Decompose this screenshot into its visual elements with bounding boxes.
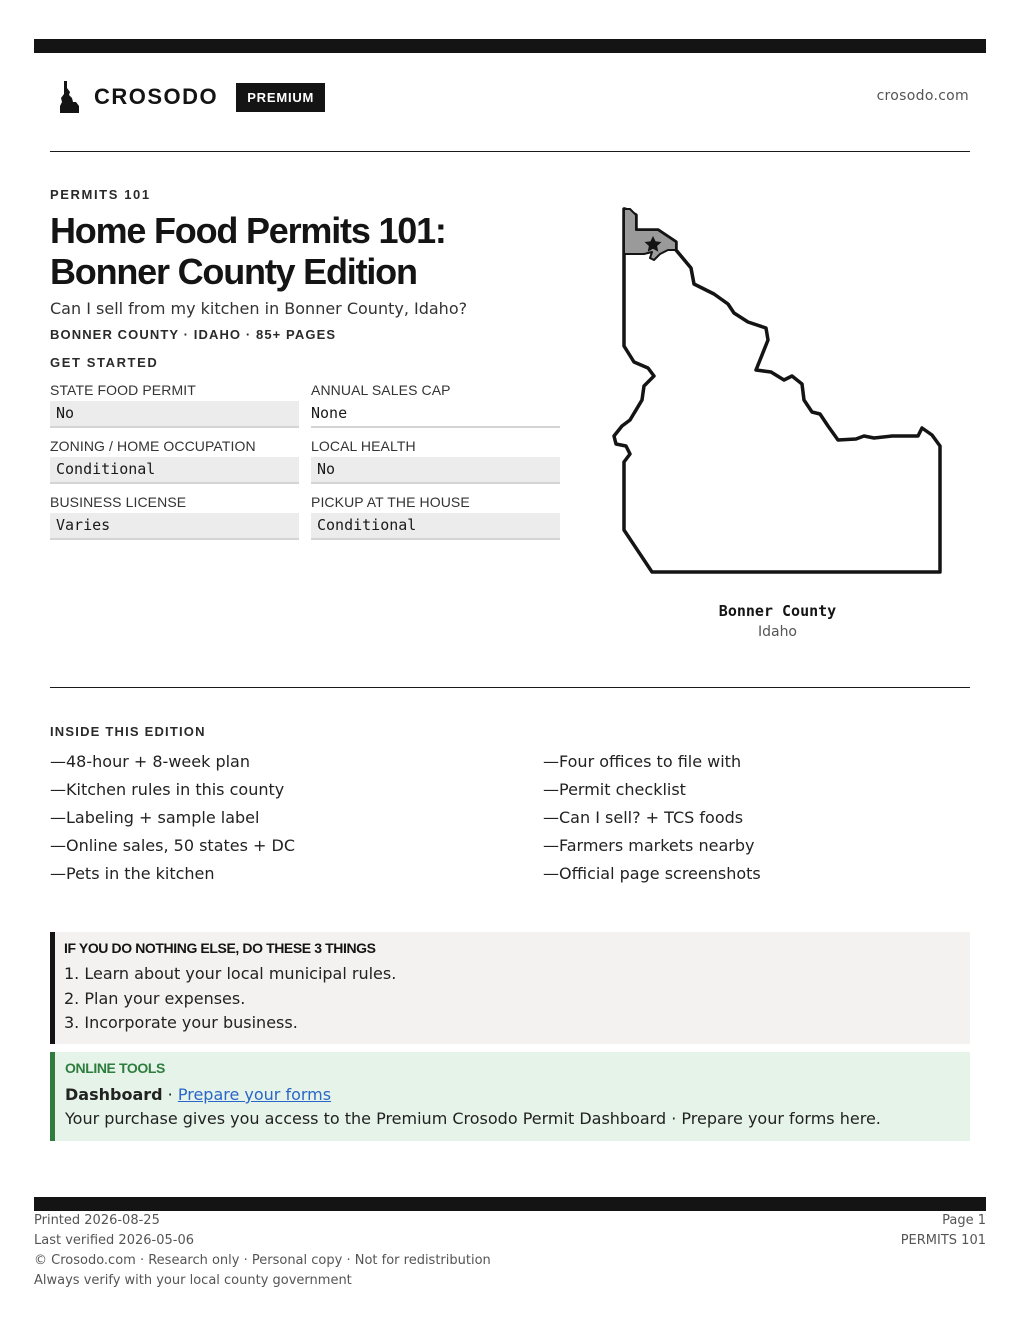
footer-section: PERMITS 101 <box>900 1233 986 1248</box>
idaho-outline <box>614 209 940 572</box>
subtitle: Can I sell from my kitchen in Bonner County, Idaho? <box>50 299 468 318</box>
quick-facts-grid <box>50 382 560 540</box>
list-item: —Kitchen rules in this county <box>50 780 285 799</box>
footer-left <box>34 1211 491 1291</box>
header-logo[interactable] <box>58 80 325 114</box>
fact-label: PICKUP AT THE HOUSE <box>311 494 470 510</box>
verified-date: Last verified 2026-05-06 <box>34 1233 194 1248</box>
list-item: —Can I sell? + TCS foods <box>543 808 744 827</box>
fact-value: No <box>311 457 560 484</box>
fact-label: BUSINESS LICENSE <box>50 494 187 510</box>
map-state-name: Idaho <box>757 624 798 640</box>
prepare-forms-link[interactable]: Prepare your forms <box>177 1085 332 1104</box>
copyright: © Crosodo.com · Research only · Personal copy · Not for redistribution <box>34 1253 491 1268</box>
contents-heading: INSIDE THIS EDITION <box>50 724 206 739</box>
header-divider <box>50 151 970 152</box>
idaho-state-map <box>606 200 950 585</box>
footer-right <box>901 1211 986 1251</box>
callout-item: 3. Incorporate your business. <box>64 1013 298 1032</box>
separator: · <box>162 1085 178 1104</box>
contents-list <box>50 752 970 883</box>
fact-label: ANNUAL SALES CAP <box>311 382 451 398</box>
verify-note: Always verify with your local county government <box>34 1273 352 1288</box>
list-item: —Pets in the kitchen <box>50 864 215 883</box>
fact-local-health <box>311 438 560 484</box>
printed-date: Printed 2026-08-25 <box>34 1213 160 1228</box>
list-item: —Farmers markets nearby <box>543 836 755 855</box>
fact-annual-sales-cap <box>311 382 560 428</box>
tools-title: ONLINE TOOLS <box>65 1060 165 1076</box>
page-number: Page 1 <box>942 1213 986 1228</box>
tools-link-line <box>65 1083 970 1107</box>
online-tools-box <box>50 1052 970 1141</box>
fact-pickup-at-house <box>311 494 560 540</box>
brand-name: CROSODO <box>94 84 219 109</box>
fact-value: Varies <box>50 513 299 540</box>
callout-item: 1. Learn about your local municipal rules. <box>64 964 397 983</box>
map-county-name: Bonner County <box>718 602 837 620</box>
fact-state-food-permit <box>50 382 299 428</box>
idaho-logo-icon <box>58 80 80 114</box>
fact-label: LOCAL HEALTH <box>311 438 416 454</box>
edition-meta: BONNER COUNTY · IDAHO · 85+ PAGES <box>50 327 337 342</box>
site-url[interactable]: crosodo.com <box>876 88 969 104</box>
tools-description: Your purchase gives you access to the Premium Crosodo Permit Dashboard · Prepare your forms here. <box>65 1109 881 1128</box>
fact-value: Conditional <box>311 513 560 540</box>
section-divider <box>50 687 970 688</box>
fact-value: Conditional <box>50 457 299 484</box>
list-item: —Four offices to file with <box>543 752 742 771</box>
section-heading-get-started: GET STARTED <box>50 355 159 370</box>
fact-label: STATE FOOD PERMIT <box>50 382 196 398</box>
callout-item: 2. Plan your expenses. <box>64 988 246 1008</box>
premium-badge: PREMIUM <box>236 83 325 112</box>
list-item: —Online sales, 50 states + DC <box>50 836 296 855</box>
callout-title: IF YOU DO NOTHING ELSE, DO THESE 3 THINGS <box>64 940 376 956</box>
list-item: —Official page screenshots <box>543 864 761 883</box>
fact-value: None <box>311 401 560 428</box>
fact-zoning <box>50 438 299 484</box>
page-title: Home Food Permits 101: Bonner County Edition <box>50 210 446 292</box>
fact-business-license <box>50 494 299 540</box>
fact-value: No <box>50 401 299 428</box>
top-bar <box>34 39 986 53</box>
list-item: —48-hour + 8-week plan <box>50 752 250 771</box>
fact-label: ZONING / HOME OCCUPATION <box>50 438 256 454</box>
bottom-bar <box>34 1197 986 1211</box>
list-item: —Permit checklist <box>543 780 686 799</box>
dashboard-label: Dashboard <box>65 1085 163 1104</box>
priority-callout <box>50 932 970 1044</box>
list-item: —Labeling + sample label <box>50 808 260 827</box>
eyebrow: PERMITS 101 <box>50 187 151 202</box>
